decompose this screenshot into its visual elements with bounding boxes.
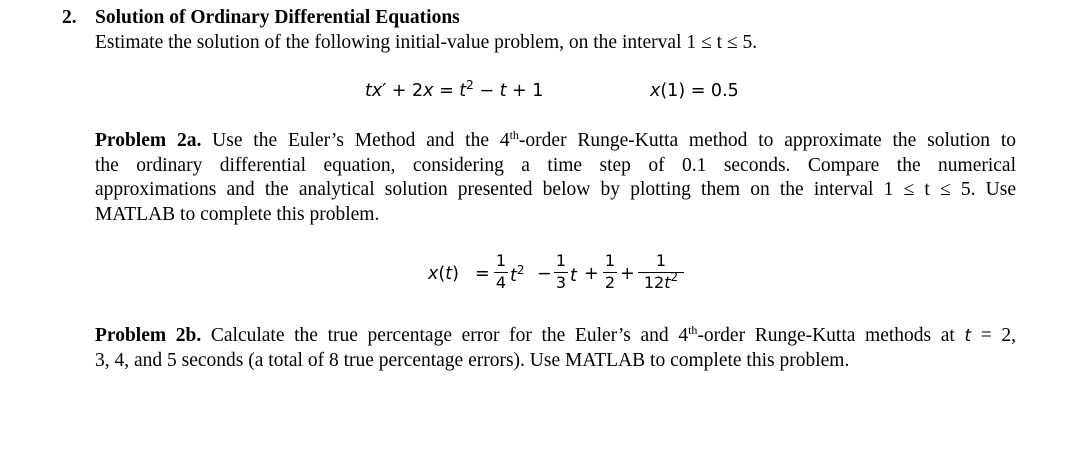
problem-2a-line-2: the ordinary differential equation, considering a time step of 0.1 seconds. Compare the numerical xyxy=(95,155,1016,176)
problem-2b-label: Problem 2b. xyxy=(95,325,202,346)
section-title: Solution of Ordinary Differential Equations xyxy=(95,7,460,28)
initial-condition: x(1) = 0.5 xyxy=(650,81,739,101)
problem-2a-label: Problem 2a. xyxy=(95,130,202,151)
fraction-one-over-12t2: 1 $12t^2$ xyxy=(638,252,684,292)
eq2-t-squared: $t^2$ xyxy=(510,263,525,286)
eq2-t: t xyxy=(570,266,577,286)
fraction-one-quarter: 1 4 xyxy=(495,251,507,293)
problem-2a-line-1: Problem 2a. Use the Euler’s Method and the 4th-order Runge-Kutta method to approximate the solution to xyxy=(95,128,1016,151)
eq2-equals: = xyxy=(475,264,490,284)
fraction-one-half: 1 2 xyxy=(604,251,616,293)
eq2-plus-1: + xyxy=(584,264,599,284)
ode-equation: $tx' + 2x = t^2 - t + 1$ xyxy=(365,78,544,101)
problem-2a-line-4: MATLAB to complete this problem. xyxy=(95,204,380,225)
section-intro: Estimate the solution of the following initial-value problem, on the interval 1 ≤ t ≤ 5. xyxy=(95,32,758,53)
problem-2a-line-3: approximations and the analytical solution presented below by plotting them on the interval 1 ≤ t ≤ 5. Use xyxy=(95,179,1016,200)
eq2-lhs: x(t) xyxy=(428,264,459,284)
eq2-plus-2: + xyxy=(620,264,635,284)
eq2-minus: − xyxy=(537,264,552,284)
section-number: 2. xyxy=(62,7,77,28)
problem-2b-line-1: Problem 2b. Calculate the true percentage error for the Euler’s and 4th-order Runge-Kutta methods at t = 2, xyxy=(95,323,1017,346)
problem-2b-line-2: 3, 4, and 5 seconds (a total of 8 true percentage errors). Use MATLAB to complete this problem. xyxy=(95,350,850,371)
fraction-one-third: 1 3 xyxy=(555,251,567,293)
